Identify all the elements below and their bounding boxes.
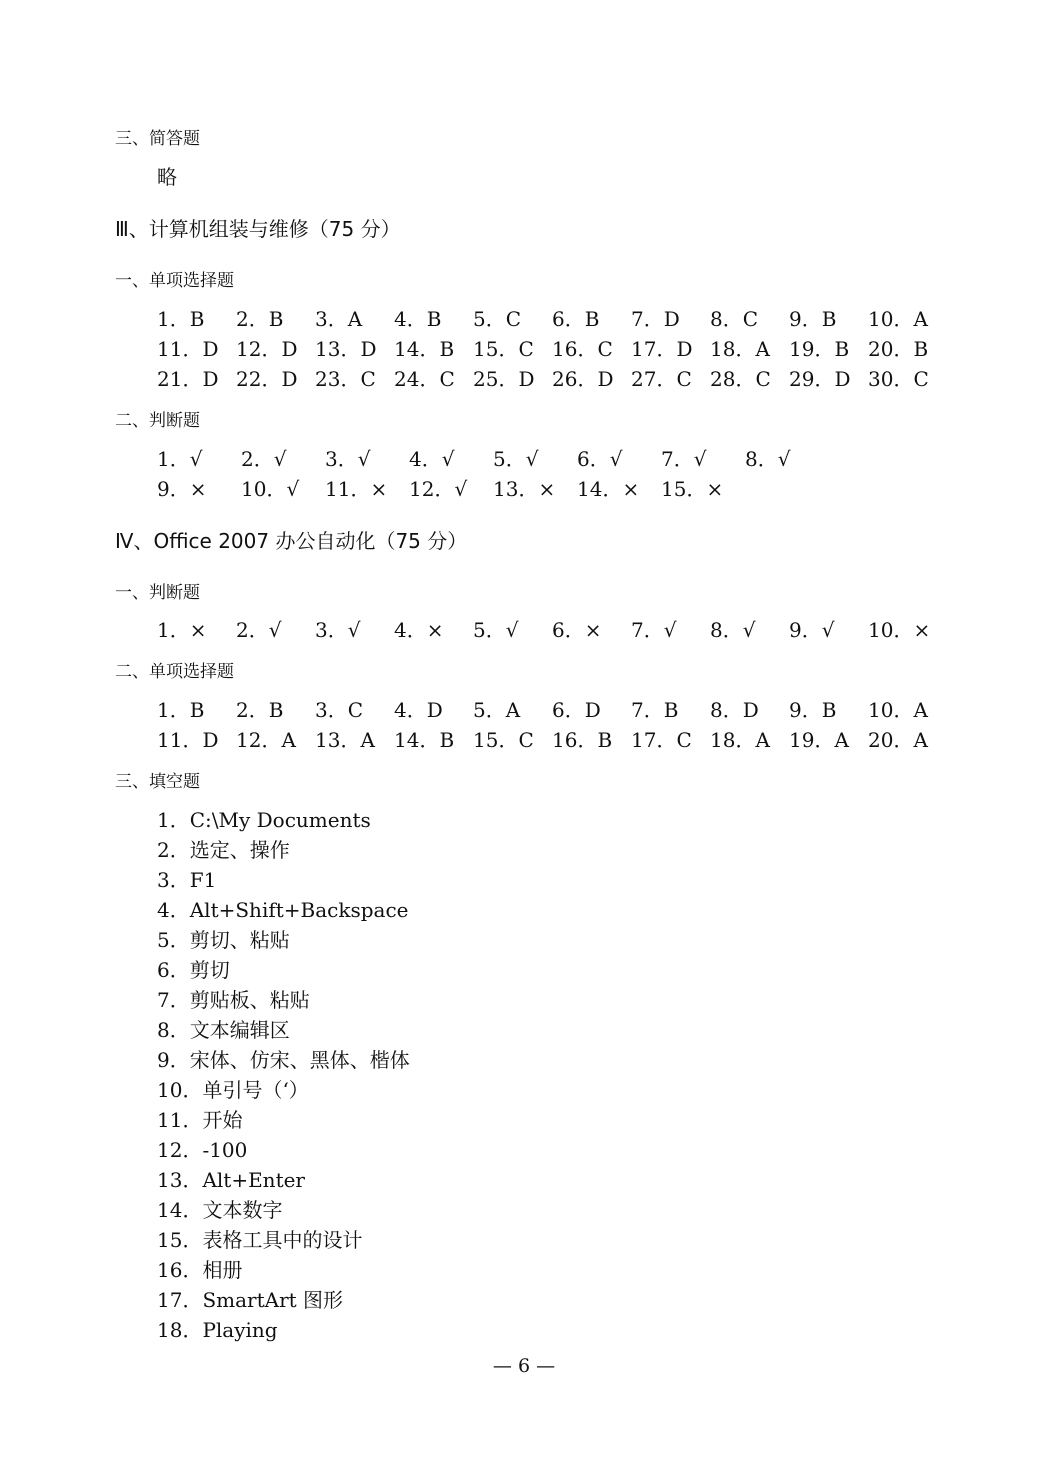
list-item: 1．C:\My Documents [157, 808, 371, 832]
answer-item: 7．D [631, 307, 680, 331]
answer-item: 10．A [868, 307, 928, 331]
answer-item: 2．B [236, 698, 284, 722]
answer-row [157, 366, 947, 392]
list-item: 16．相册 [157, 1258, 243, 1282]
answer-item: 28．C [710, 367, 771, 391]
list-item: 5．剪切、粘贴 [157, 928, 290, 952]
answer-row [157, 446, 947, 472]
answer-item: 30．C [868, 367, 929, 391]
part3-title: Ⅲ、计算机组装与维修（75 分） [115, 217, 401, 241]
list-item: 9．宋体、仿宋、黑体、楷体 [157, 1048, 410, 1072]
answer-item: 10．A [868, 698, 928, 722]
answer-row [157, 697, 947, 723]
answer-item: 2．√ [236, 618, 282, 642]
list-item: 3．F1 [157, 868, 217, 892]
answer-item: 6．D [552, 698, 601, 722]
answer-item: 3．√ [325, 447, 371, 471]
answer-item: 1．B [157, 307, 205, 331]
answer-item: 26．D [552, 367, 614, 391]
answer-item: 8．C [710, 307, 759, 331]
answer-item: 1．√ [157, 447, 203, 471]
answer-item: 22．D [236, 367, 298, 391]
answer-item: 7．B [631, 698, 679, 722]
fill-answer-list [157, 805, 410, 1345]
answer-item: 20．B [868, 337, 929, 361]
answer-item: 14．B [394, 337, 455, 361]
short-answer-heading: 三、简答题 [115, 129, 200, 149]
list-item: 17．SmartArt 图形 [157, 1288, 344, 1312]
list-item: 11．开始 [157, 1108, 243, 1132]
answer-item: 23．C [315, 367, 376, 391]
part3-judge-heading: 二、判断题 [115, 411, 200, 431]
answer-item: 5．√ [473, 618, 519, 642]
answer-item: 27．C [631, 367, 692, 391]
answer-item: 4．D [394, 698, 443, 722]
answer-item: 1．B [157, 698, 205, 722]
answer-item: 8．√ [745, 447, 791, 471]
list-item: 14．文本数字 [157, 1198, 283, 1222]
answer-item: 6．B [552, 307, 600, 331]
answer-item: 9．B [789, 307, 837, 331]
answer-item: 11．D [157, 728, 219, 752]
answer-item: 3．A [315, 307, 363, 331]
answer-item: 17．D [631, 337, 693, 361]
answer-item: 5．A [473, 698, 521, 722]
part4-judge-heading: 一、判断题 [115, 583, 200, 603]
answer-item: 15．C [473, 728, 534, 752]
answer-item: 3．C [315, 698, 364, 722]
answer-item: 19．A [789, 728, 849, 752]
answer-item: 17．C [631, 728, 692, 752]
answer-item: 7．√ [661, 447, 707, 471]
answer-item: 15．C [473, 337, 534, 361]
answer-item: 20．A [868, 728, 928, 752]
list-item: 18．Playing [157, 1318, 278, 1342]
part4-choice-heading: 二、单项选择题 [115, 662, 234, 682]
answer-item: 25．D [473, 367, 535, 391]
short-answer-body: 略 [157, 165, 177, 189]
answer-item: 9．√ [789, 618, 835, 642]
answer-item: 18．A [710, 728, 770, 752]
answer-item: 2．B [236, 307, 284, 331]
answer-item: 1．× [157, 618, 207, 642]
answer-item: 12．√ [409, 477, 468, 501]
list-item: 13．Alt+Enter [157, 1168, 305, 1192]
answer-item: 24．C [394, 367, 455, 391]
answer-item: 13．× [493, 477, 556, 501]
answer-item: 4．× [394, 618, 444, 642]
answer-item: 5．√ [493, 447, 539, 471]
answer-item: 13．D [315, 337, 377, 361]
answer-item: 2．√ [241, 447, 287, 471]
answer-item: 10．√ [241, 477, 300, 501]
list-item: 4．Alt+Shift+Backspace [157, 898, 409, 922]
answer-item: 10．× [868, 618, 931, 642]
list-item: 12．-100 [157, 1138, 248, 1162]
answer-item: 4．√ [409, 447, 455, 471]
part3-choice-heading: 一、单项选择题 [115, 271, 234, 291]
list-item: 7．剪贴板、粘贴 [157, 988, 310, 1012]
list-item: 6．剪切 [157, 958, 230, 982]
answer-item: 6．√ [577, 447, 623, 471]
answer-item: 12．A [236, 728, 296, 752]
answer-item: 9．B [789, 698, 837, 722]
answer-row [157, 306, 947, 332]
answer-item: 9．× [157, 477, 207, 501]
answer-row [157, 617, 947, 643]
answer-row [157, 336, 947, 362]
answer-item: 6．× [552, 618, 602, 642]
answer-item: 21．D [157, 367, 219, 391]
answer-row [157, 727, 947, 753]
answer-item: 18．A [710, 337, 770, 361]
list-item: 15．表格工具中的设计 [157, 1228, 363, 1252]
answer-item: 8．√ [710, 618, 756, 642]
answer-item: 14．B [394, 728, 455, 752]
answer-item: 29．D [789, 367, 851, 391]
page-number: — 6 — [492, 1355, 556, 1377]
answer-item: 4．B [394, 307, 442, 331]
answer-item: 15．× [661, 477, 724, 501]
part4-title: Ⅳ、Office 2007 办公自动化（75 分） [115, 529, 468, 553]
list-item: 8．文本编辑区 [157, 1018, 290, 1042]
list-item: 2．选定、操作 [157, 838, 290, 862]
answer-item: 11．D [157, 337, 219, 361]
answer-item: 5．C [473, 307, 522, 331]
answer-item: 7．√ [631, 618, 677, 642]
answer-item: 16．B [552, 728, 613, 752]
answer-item: 12．D [236, 337, 298, 361]
answer-item: 16．C [552, 337, 613, 361]
answer-row [157, 476, 947, 502]
answer-item: 8．D [710, 698, 759, 722]
answer-item: 19．B [789, 337, 850, 361]
answer-item: 3．√ [315, 618, 361, 642]
answer-item: 11．× [325, 477, 388, 501]
list-item: 10．单引号（‘） [157, 1078, 309, 1102]
part4-fill-heading: 三、填空题 [115, 772, 200, 792]
answer-item: 13．A [315, 728, 375, 752]
answer-item: 14．× [577, 477, 640, 501]
